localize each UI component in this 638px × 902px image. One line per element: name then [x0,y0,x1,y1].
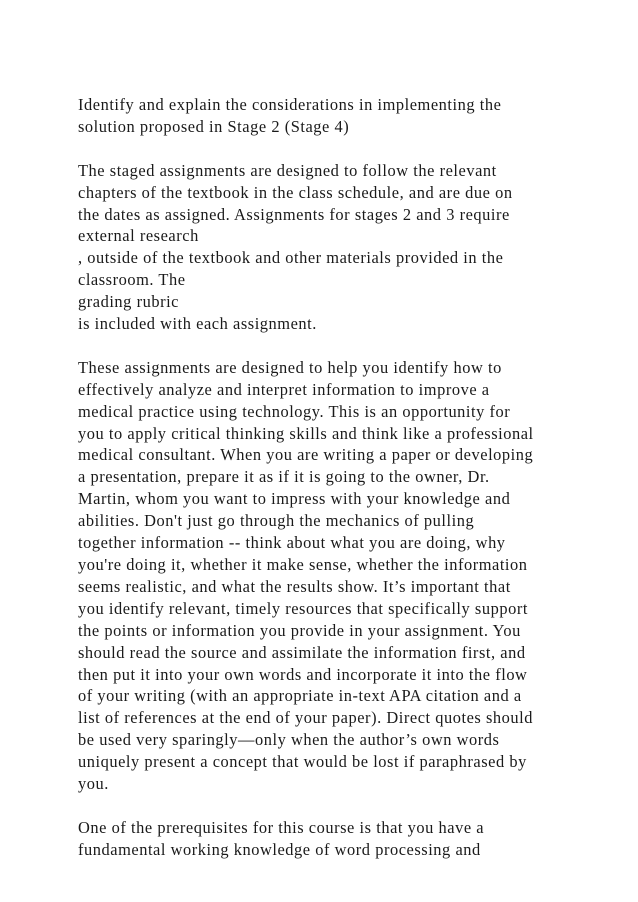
text-line: be used very sparingly—only when the author’s own words [78,730,500,750]
text-line: you identify relevant, timely resources that specifically support [78,598,528,618]
text-line: effectively analyze and interpret information to improve a [78,379,490,399]
text-line: , outside of the textbook and other materials provided in the [78,248,504,268]
text-line: uniquely present a concept that would be lost if paraphrased by [78,752,527,772]
text-line: is included with each assignment. [78,314,317,334]
text-line: fundamental working knowledge of word processing and [78,839,481,859]
document-body [78,94,638,883]
text-line: classroom. The [78,270,186,290]
text-line: you're doing it, whether it make sense, whether the information [78,555,528,574]
text-line: a presentation, prepare it as if it is going to the owner, Dr. [78,467,490,487]
text-line: Martin, whom you want to impress with your knowledge and [78,489,511,509]
text-line: should read the source and assimilate the information first, and [78,642,526,662]
text-line: of your writing (with an appropriate in-text APA citation and a [78,686,522,706]
text-line: chapters of the textbook in the class schedule, and are due on [78,182,513,202]
paragraph-assignment-purpose [78,357,638,795]
text-line: external research [78,226,199,246]
text-line: medical consultant. When you are writing a paper or developing [78,445,534,465]
text-line: abilities. Don't just go through the mechanics of pulling [78,511,475,531]
text-line: together information -- think about what you are doing, why [78,533,506,553]
text-line: the points or information you provide in your assignment. You [78,620,521,640]
text-line: then put it into your own words and incorporate it into the flow [78,664,528,684]
text-line: Identify and explain the considerations in implementing the [78,95,502,114]
paragraph-stage4-heading [78,94,638,138]
text-line: the dates as assigned. Assignments for stages 2 and 3 require [78,204,510,224]
text-line: you. [78,774,109,794]
paragraph-prerequisites [78,817,638,861]
text-line: solution proposed in Stage 2 (Stage 4) [78,116,350,136]
paragraph-staged-assignments [78,160,638,335]
text-line: The staged assignments are designed to follow the relevant [78,160,497,180]
text-line: seems realistic, and what the results show. It’s important that [78,576,511,596]
text-line: list of references at the end of your paper). Direct quotes should [78,708,534,728]
text-line: One of the prerequisites for this course is that you have a [78,817,485,837]
text-line: grading rubric [78,292,180,312]
text-line: These assignments are designed to help you identify how to [78,357,502,377]
text-line: medical practice using technology. This is an opportunity for [78,401,511,421]
text-line: you to apply critical thinking skills and think like a professional [78,423,534,443]
